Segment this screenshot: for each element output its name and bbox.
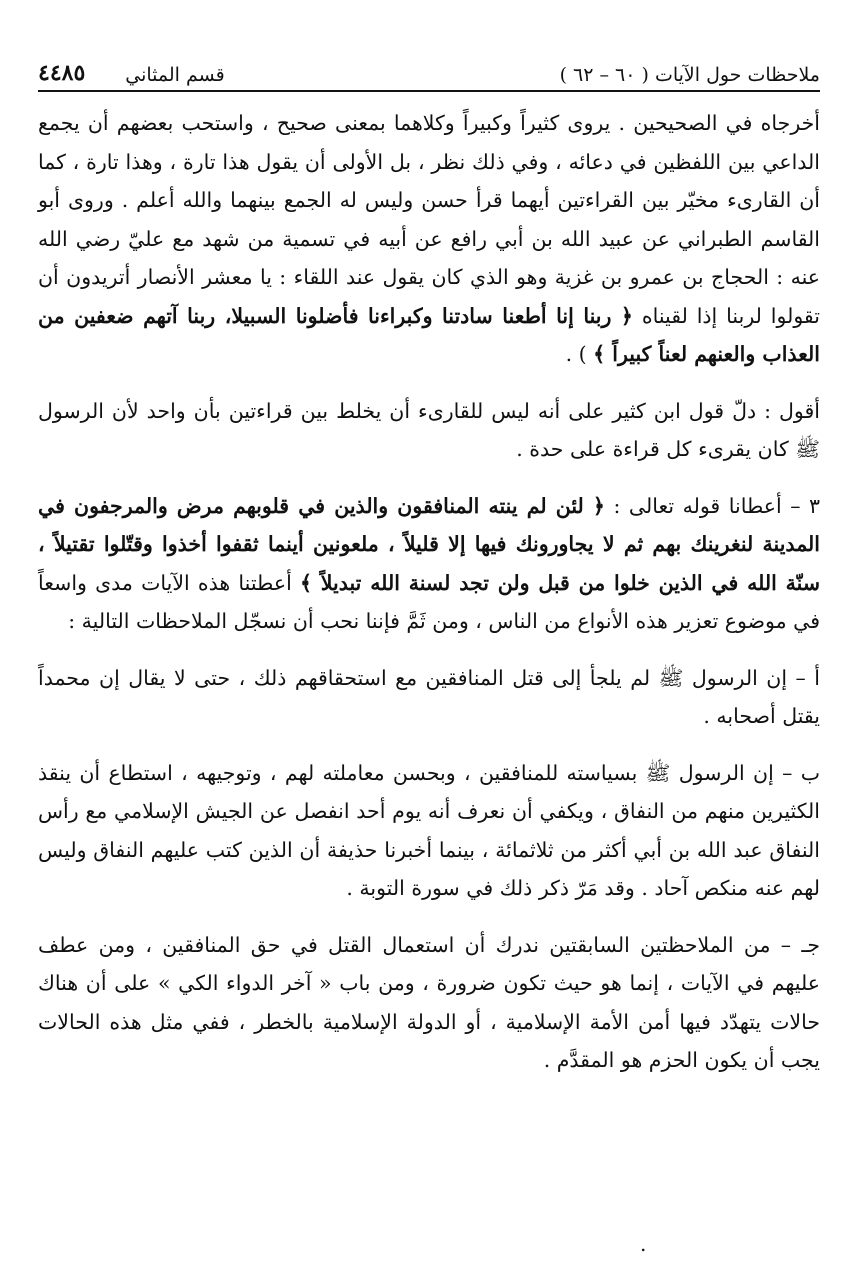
quran-quote-1: ﴿ ربنا إنا أطعنا سادتنا وكبراءنا فأضلونا السبيلا، ربنا آتهم ضعفين من العذاب والعنهم لعناً كبيراً ﴾: [38, 303, 820, 366]
paragraph-1-text: أخرجاه في الصحيحين . يروى كثيراً وكبيراً وكلاهما بمعنى صحيح ، واستحب بعضهم أن يجمع الداعي بين اللفظين في دعائه ، وفي ذلك نظر ، بل الأولى أن يقول هذا تارة ، وهذا تارة ، كما أن القارىء مخيّر بين القراءتين أيهما قرأ حسن وليس له الجمع بينهما والله أعلم . وروى أبو القاسم الطبراني عن عبيد الله بن أبي رافع عن أبيه في تسمية من شهد مع عليّ رضي الله عنه : الحجاج بن عمرو بن غزية وهو الذي كان يقول عند اللقاء : يا معشر الأنصار أتريدون أن تقولوا لربنا إذا لقيناه: [38, 111, 820, 328]
paragraph-3: [38, 487, 820, 641]
page-header: [38, 40, 820, 86]
paragraph-3-text: أعطتنا هذه الآيات مدى واسعاً في موضوع تعزير هذه الأنواع من الناس ، ومن ثَمَّ فإننا نحب أن نسجّل الملاحظات التالية :: [38, 570, 820, 633]
header-rule: [38, 90, 820, 92]
running-title: ملاحظات حول الآيات ( ٦٠ – ٦٢ ): [559, 64, 820, 86]
paragraph-5: ب – إن الرسول ﷺ بسياسته للمنافقين ، وبحسن معاملته لهم ، وتوجيهه ، استطاع أن ينقذ الكثيرين منهم من النفاق ، ويكفي أن نعرف أنه يوم أحد انفصل عن الجيش الإسلامي مع رأس النفاق عبد الله بن أبي أكثر من ثلاثمائة ، بينما أخبرنا حذيفة أن الذين كتب عليهم النفاق وليس لهم عنه منكص آحاد . وقد مَرّ ذكر ذلك في سورة التوبة .: [38, 760, 820, 900]
paragraph-4: أ – إن الرسول ﷺ لم يلجأ إلى قتل المنافقين مع استحقاقهم ذلك ، حتى لا يقال إن محمداً يقتل أصحابه .: [38, 665, 820, 728]
trailing-dot: .: [640, 1232, 647, 1256]
paragraph-2: أقول : دلّ قول ابن كثير على أنه ليس للقارىء أن يخلط بين قراءتين بأن واحد لأن الرسول ﷺ كان يقرىء كل قراءة على حدة .: [38, 398, 820, 461]
header-left-group: [38, 60, 225, 86]
page-content: [38, 104, 820, 1080]
paragraph-1: [38, 104, 820, 374]
page-number: ٤٤٨٥: [38, 60, 86, 86]
paragraph-6: جـ – من الملاحظتين السابقتين ندرك أن استعمال القتل في حق المنافقين ، ومن عطف عليهم في الآيات ، إنما هو حيث تكون ضرورة ، ومن باب « آخر الدواء الكي » على أن هناك حالات يتهدّد فيها أمن الأمة الإسلامية ، أو الدولة الإسلامية بالخطر ، ففي مثل هذه الحالات يجب أن يكون الحزم هو المقدَّم .: [38, 932, 820, 1072]
paragraph-3-intro: ٣ – أعطانا قوله تعالى :: [604, 493, 821, 518]
quran-quote-2: ﴿ لئن لم ينته المنافقون والذين في قلوبهم مرض والمرجفون في المدينة لنغرينك بهم ثم لا يجاورونك فيها إلا قليلاً ، ملعونين أينما ثقفوا أخذوا وقتّلوا تقتيلاً ، سنّة الله في الذين خلوا من قبل ولن تجد لسنة الله تبديلاً ﴾: [38, 493, 820, 595]
paragraph-1-end: ) .: [565, 342, 594, 366]
section-name: قسم المثاني: [125, 64, 225, 86]
